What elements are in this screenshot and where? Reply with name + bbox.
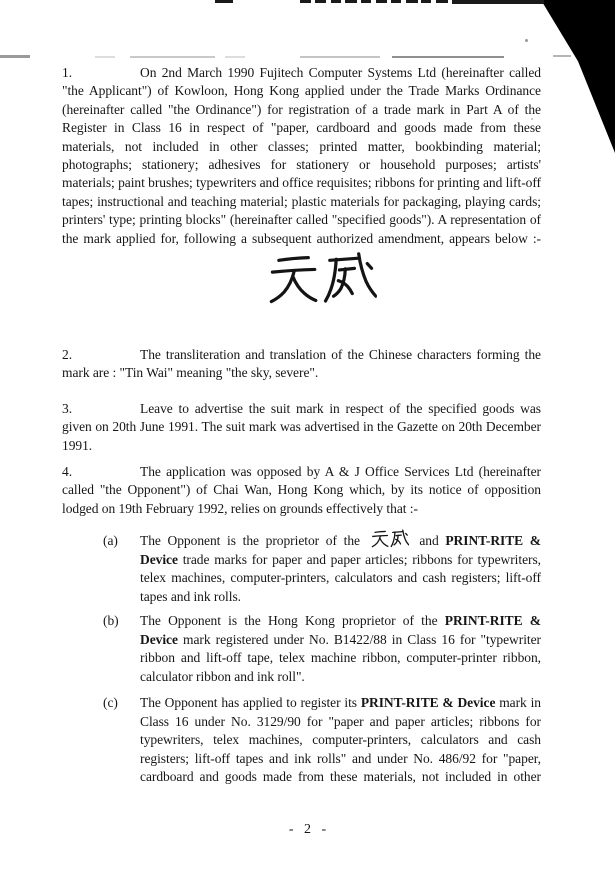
page-number: - 2 - [288,822,327,837]
paragraph-1-text: On 2nd March 1990 Fujitech Computer Systems Ltd (hereinafter called "the Applicant") of Kowloon, Hong Kong applied under the Trade Marks Ordinance (hereinafter called "the Ordinance") for registration of a trade mark in Part A of the Register in Class 16 in respect of "paper, cardboard and goods made from these materials, not included in other classes; printed matter, bookbinding material; photographs; stationery; adhesives for stationery or household purposes; artists' materials; paint brushes; typewriters and office requisites; ribbons for printing and lift-off tapes; instructional and teaching material; plastic materials for packaging, playing cards; printers' type; printing blocks" (hereinafter called "specified goods"). A representation of the mark applied for, following a subsequent authorized amendment, appears below :- [62,65,541,246]
scan-edge-mark [215,0,233,3]
tin-wai-mark-image [266,250,378,306]
scan-edge-mark [331,0,341,3]
paragraph-2-number: 2. [62,347,73,362]
ground-b-mark-name: PRINT-RITE & Device [140,613,542,647]
paragraph-2 [62,346,541,383]
ground-c-text-pre: The Opponent has applied to register its [140,695,361,710]
scan-streak [0,55,30,58]
ground-b-label: (b) [103,613,119,628]
paragraph-4 [62,463,541,518]
paragraph-2-text: The transliteration and translation of the Chinese characters forming the mark are : "Tin Wai" meaning "the sky, severe". [62,347,541,381]
scan-edge-mark [376,0,387,3]
paragraph-3-number: 3. [62,401,73,416]
scan-streak [553,55,571,57]
ground-b-text-post: mark registered under No. B1422/88 in Class 16 for "typewriter ribbon and lift-off tape, telex machine ribbon, computer-printer ribbon, calculator ribbon and ink roll". [140,631,541,684]
ground-c-label: (c) [103,695,118,710]
ground-a-text-post: trade marks for paper and paper articles; ribbons for typewriters, telex machines, computer-printers, calculators and cash registers; lift-off tapes and ink rolls. [140,551,541,604]
scan-streak [225,56,245,58]
scan-edge-mark [421,0,431,3]
ground-b-text-pre: The Opponent is the Hong Kong proprietor of the [140,613,445,628]
paragraph-1 [62,64,541,248]
scan-edge-mark [361,0,371,3]
paragraph-3 [62,400,541,455]
scan-speck [525,39,528,42]
ground-c-text-post: mark in Class 16 under No. 3129/90 for "paper and paper articles; ribbons for typewriters, telex machines, computer-printers, calculators and cash registers; lift-off tapes and ink rolls" and under No. 486/92 for "paper, cardboard and goods made from these materials, not included in other [140,695,541,784]
scan-corner-artifact [541,0,615,153]
scan-streak [392,56,504,58]
ground-a-text-mid: and [412,533,446,548]
scan-streak [130,56,215,58]
paragraph-4-text: The application was opposed by A & J Office Services Ltd (hereinafter called "the Opponent") of Chai Wan, Hong Kong which, by its notice of opposition lodged on 19th February 1992, relies on grounds effectively that :- [62,464,541,516]
ground-a-mark-name: PRINT-RITE & Device [140,533,542,567]
scan-streak [95,56,115,58]
scan-edge-mark [406,0,418,3]
scan-edge-mark [315,0,326,3]
ground-c-mark-name: PRINT-RITE & Device [360,695,496,710]
ground-b [103,612,541,686]
scan-edge-mark [452,0,544,4]
tin-wai-inline-mark [370,529,410,548]
paragraph-1-number: 1. [62,65,73,80]
scan-edge-mark [436,0,448,3]
scan-edge-mark [300,0,311,3]
paragraph-3-text: Leave to advertise the suit mark in respect of the specified goods was given on 20th June 1991. The suit mark was advertised in the Gazette on 20th December 1991. [62,401,541,453]
scan-edge-mark [345,0,357,3]
ground-a-text-pre: The Opponent is the proprietor of the [140,533,367,548]
paragraph-4-number: 4. [62,464,73,479]
ground-a-label: (a) [103,533,118,548]
ground-c [103,694,541,787]
scan-edge-mark [391,0,401,3]
scan-streak [300,56,380,58]
ground-a [103,529,541,606]
trademark-tin-wai [0,250,615,311]
